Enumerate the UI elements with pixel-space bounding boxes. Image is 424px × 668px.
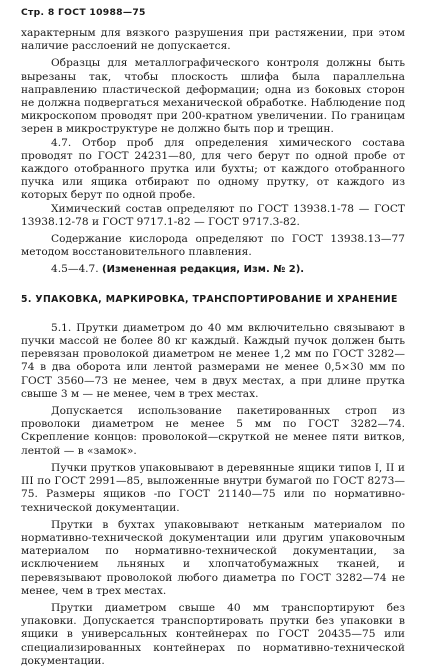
paragraph-oxygen: Содержание кислорода определяют по ГОСТ 13938.13—77 методом восстановительного плавления. bbox=[21, 233, 405, 259]
paragraph-strapping: Допускается использование пакетированных строп из проволоки диаметром не менее 5 мм по ГОСТ 3282—74. Скрепление концов: проволокой—скруткой не менее пяти витков, лентой — в «замок». bbox=[21, 405, 405, 457]
amendment-text: (Измененная редакция, Изм. № 2). bbox=[102, 264, 305, 276]
paragraph-chemical-composition: Химический состав определяют по ГОСТ 13938.1-78 — ГОСТ 13938.12-78 и ГОСТ 9717.1-82 — ГОСТ 9717.3-82. bbox=[21, 202, 405, 228]
paragraph-boxes: Пучки прутков упаковывают в деревянные ящики типов I, II и III по ГОСТ 2991—85, выложенные внутри бумагой по ГОСТ 8273—75. Размеры ящиков -по ГОСТ 21140—75 или по нормативно-технической документации. bbox=[21, 461, 405, 514]
paragraph-metallography: Образцы для металлографического контроля должны быть вырезаны так, чтобы плоскость шлифа была параллельна направлению пластической деформации; одна из боковых сторон не должна подвергаться механической обработке. Наблюдение под микроскопом проводят при 200-кратном увеличении. По границам зерен в микроструктуре не должно быть пор и трещин. bbox=[21, 57, 405, 136]
amendment-note bbox=[21, 263, 405, 276]
amendment-clauses: 4.5—4.7. bbox=[51, 263, 99, 276]
paragraph-5-1: 5.1. Прутки диаметром до 40 мм включительно связывают в пучки массой не более 80 кг каждый. Каждый пучок должен быть перевязан проволокой диаметром не менее 1,2 мм по ГОСТ 3282—74 в два оборота или лентой размерами не менее 0,5×30 мм по ГОСТ 3560—73 не менее, чем в двух местах, а при длине прутка свыше 3 м — не менее, чем в трех местах. bbox=[21, 321, 405, 400]
paragraph-continuation: характерным для вязкого разрушения при растяжении, при этом наличие расслоений не допускается. bbox=[21, 27, 405, 53]
paragraph-coils: Прутки в бухтах упаковывают нетканым материалом по нормативно-технической документации или другим упаковочным материалом по нормативно-технической документации, за исключением льняных и хлопчатобумажных тканей, и перевязывают проволокой любого диаметра по ГОСТ 3282—74 не менее, чем в трех местах. bbox=[21, 518, 405, 597]
paragraph-4-7: 4.7. Отбор проб для определения химического состава проводят по ГОСТ 24231—80, для чего берут по одной пробе от каждого отобранного прутка или бухты; от каждого отобранного пучка или ящика отбирают по одному прутку, от каждого из которых берут по одной пробе. bbox=[21, 136, 405, 202]
page-number: Стр. 8 bbox=[21, 7, 55, 18]
paragraph-large-rods: Прутки диаметром свыше 40 мм транспортируют без упаковки. Допускается транспортировать прутки без упаковки в ящики в универсальных контейнерах по ГОСТ 20435—75 или специализированных контейнерах по нормативно-технической документации. bbox=[21, 601, 405, 667]
section-heading: 5. УПАКОВКА, МАРКИРОВКА, ТРАНСПОРТИРОВАНИЕ И ХРАНЕНИЕ bbox=[21, 293, 398, 305]
standard-id: ГОСТ 10988—75 bbox=[58, 7, 146, 18]
page-body bbox=[21, 27, 405, 668]
page-header bbox=[21, 7, 146, 18]
